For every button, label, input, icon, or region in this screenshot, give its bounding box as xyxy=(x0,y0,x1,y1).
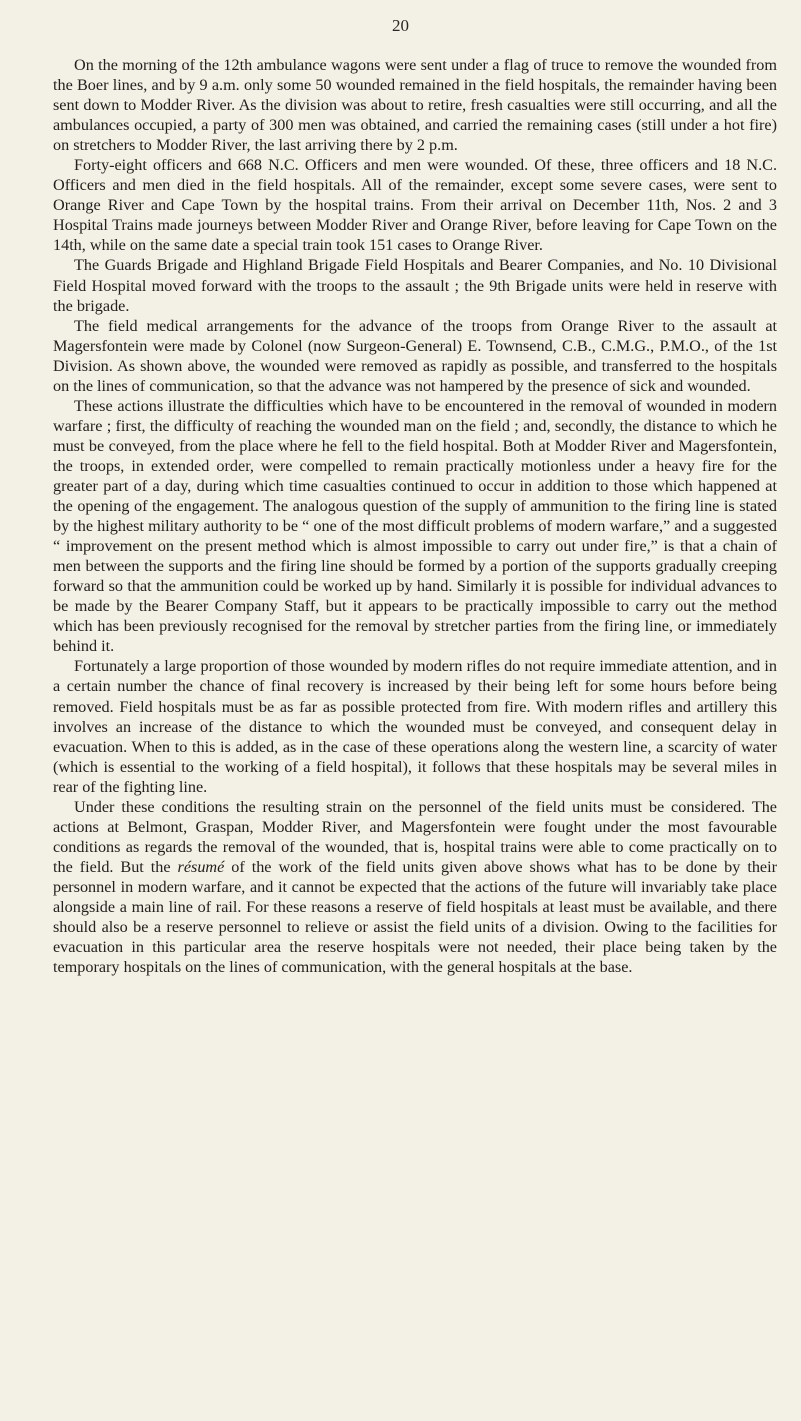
italic-resume: résumé xyxy=(177,857,225,876)
paragraph-ambulance-wagons: On the morning of the 12th ambulance wagons were sent under a flag of truce to remove the wounded from the Boer lines, and by 9 a.m. only some 50 wounded remained in the field hospitals, the remainder having been sent down to Modder River. As the division was about to retire, fresh casualties were still occurring, and all the ambulances occupied, a party of 300 men was obtained, and carried the remaining cases (still under a hot fire) on stretchers to Modder River, the last arriving there by 2 p.m. xyxy=(53,56,777,155)
page-number: 20 xyxy=(392,16,409,35)
paragraph-difficulties: These actions illustrate the difficulties which have to be encountered in the removal of wounded in modern warfare ; first, the difficulty of reaching the wounded man on the field ; and, secondly, the distance to which he must be conveyed, from the place where he fell to the field hospital. Both at Modder River and Magersfontein, the troops, in extended order, were compelled to remain practically motionless under a heavy fire for the greater part of a day, during which time casualties continued to occur in addition to those which happened at the opening of the engagement. The analogous question of the supply of ammunition to the firing line is stated by the highest military authority to be “ one of the most difficult problems of modern warfare,” and a suggested “ improvement on the present method which is almost impossible to carry out under fire,” is that a chain of men between the supports and the firing line should be formed by a portion of the supports gradually creeping forward so that the ammunition could be worked up by hand. Similarly it is possible for individual advances to be made by the Bearer Company Staff, but it appears to be practically impossible to carry out the method which has been previously recognised for the removal by stretcher parties from the firing line, or immediately behind it. xyxy=(53,396,777,656)
paragraph-field-hospitals: Fortunately a large proportion of those wounded by modern rifles do not require immediate attention, and in a certain number the chance of final recovery is increased by their being left for some hours before being removed. Field hospitals must be as far as possible protected from fire. With modern rifles and artillery this involves an increase of the distance to which the wounded must be conveyed, and consequent delay in evacuation. When to this is added, as in the case of these operations along the western line, a scarcity of water (which is essential to the working of a field hospital), it follows that these hospitals may be several miles in rear of the fighting line. xyxy=(53,657,777,796)
paragraph-medical-arrangements: The field medical arrangements for the advance of the troops from Orange River to the assault at Magersfontein were made by Colonel (now Surgeon-General) E. Townsend, C.B., C.M.G., P.M.O., of the 1st Division. As shown above, the wounded were removed as rapidly as possible, and transferred to the hospitals on the lines of communication, so that the advance was not hampered by the presence of sick and wounded. xyxy=(53,316,777,395)
paragraph-text-before: Under these conditions the resulting strain on the personnel of the field units must be considered. The actions at Belmont, Graspan, Modder River, and Magersfontein were fought under the most favourable conditions as regards the removal of the wounded, that is, hospital trains were able to come practically on to the field. But the xyxy=(53,797,777,876)
body-text xyxy=(53,55,777,977)
paragraph-text-after: of the work of the field units given above shows what has to be done by their personnel in modern warfare, and it cannot be expected that the actions of the future will invariably take place alongside a main line of rail. For these reasons a reserve of field hospitals at least must be available, and there should also be a reserve personnel to relieve or assist the field units of a division. Owing to the facilities for evacuation in this particular area the reserve hospitals were not needed, their place being taken by the temporary hospitals on the lines of communication, with the general hospitals at the base. xyxy=(53,857,777,977)
paragraph-wounded-officers: Forty-eight officers and 668 N.C. Officers and men were wounded. Of these, three officers and 18 N.C. Officers and men died in the field hospitals. All of the remainder, except some severe cases, were sent to Orange River and Cape Town by the hospital trains. From their arrival on December 11th, Nos. 2 and 3 Hospital Trains made journeys between Modder River and Orange River, before leaving for Cape Town on the 14th, while on the same date a special train took 151 cases to Orange River. xyxy=(53,156,777,255)
paragraph-brigade-hospitals: The Guards Brigade and Highland Brigade Field Hospitals and Bearer Companies, and No. 10 Divisional Field Hospital moved forward with the troops to the assault ; the 9th Brigade units were held in reserve with the brigade. xyxy=(53,256,777,315)
paragraph-personnel-strain xyxy=(53,797,777,977)
